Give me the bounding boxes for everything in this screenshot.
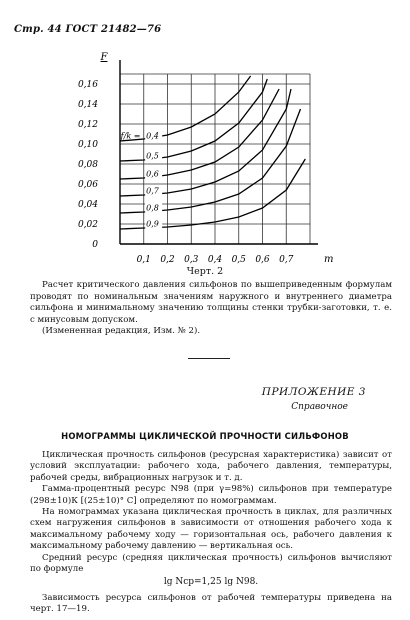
divider-line: [188, 358, 230, 359]
body-paragraph-3: На номограммах указана циклическая прочность в циклах, для различных схем нагружения сильфонов в зависимости от отношения рабочего хода к максимальному рабочему ходу — горизонтальная ось, рабочего давления к максимальному рабочему давлению — вертикальная ось.: [30, 507, 392, 552]
curve-label-prefix: f/k =: [120, 131, 141, 141]
y-axis-label: F: [100, 52, 108, 63]
curve-0-7: [120, 89, 291, 196]
x-tick-label-5: 0,6: [255, 255, 270, 265]
appendix-title: ПРИЛОЖЕНИЕ 3: [261, 386, 366, 398]
x-tick-label-4: 0,5: [231, 255, 246, 265]
x-tick-label-0: 0,1: [136, 255, 151, 265]
y-tick-label-8: 0,16: [77, 80, 98, 90]
appendix-subtitle: Справочное: [291, 402, 348, 412]
body-paragraph-2: Гамма-процентный ресурс N98 (при γ=98%) сильфонов при температуре (298±10)К [(25±10)° С] определяют по номограммам.: [30, 484, 392, 506]
curve-label-0-5: 0,5: [146, 151, 159, 161]
y-tick-label-2: 0,04: [77, 200, 98, 210]
chart-svg: [0, 48, 410, 274]
curve-0-8: [120, 109, 301, 213]
x-tick-label-3: 0,4: [207, 255, 223, 265]
chart-container: [0, 48, 410, 274]
y-tick-label-3: 0,06: [77, 180, 98, 190]
x-tick-label-6: 0,7: [279, 255, 294, 265]
curve-label-0-4: 0,4: [146, 131, 159, 141]
paragraph-revision-note: (Измененная редакция, Изм. № 2).: [42, 326, 201, 336]
curve-0-5: [120, 79, 267, 161]
paragraph-critical-pressure: Расчет критического давления сильфонов по вышеприведенным формулам проводят по номинальным значениям наружного и внутреннего диаметра сильфона и минимальному значению толщины стенки трубки-заготовки, т. е. с минусовым допуском.: [30, 280, 392, 325]
x-tick-label-1: 0,2: [160, 255, 175, 265]
x-axis-label: m: [324, 254, 334, 265]
section-title: НОМОГРАММЫ ЦИКЛИЧЕСКОЙ ПРОЧНОСТИ СИЛЬФОНОВ: [61, 431, 349, 441]
y-tick-label-1: 0,02: [77, 220, 98, 230]
y-tick-label-7: 0,14: [77, 100, 98, 110]
body-paragraph-1: Циклическая прочность сильфонов (ресурсная характеристика) зависит от условий эксплуатации: рабочего хода, рабочего давления, температуры, рабочей среды, вибрационных нагрузок и т. д.: [30, 450, 392, 483]
y-tick-label-4: 0,08: [77, 160, 98, 170]
curve-label-0-7: 0,7: [146, 186, 159, 196]
curve-label-0-6: 0,6: [146, 169, 159, 179]
curve-label-0-8: 0,8: [146, 203, 159, 213]
y-tick-label-0: 0: [92, 240, 98, 250]
body-paragraph-5: Зависимость ресурса сильфонов от рабочей температуры приведена на черт. 17—19.: [30, 592, 392, 615]
body-paragraph-4: Средний ресурс (средняя циклическая прочность) сильфонов вычисляют по формуле: [30, 552, 392, 575]
figure-caption: Черт. 2: [186, 266, 224, 277]
x-tick-label-2: 0,3: [184, 255, 199, 265]
page-header: Стр. 44 ГОСТ 21482—76: [14, 24, 162, 35]
formula: lg Nср=1,25 lg N98.: [163, 577, 259, 588]
curve-label-0-9: 0,9: [146, 219, 159, 229]
section-body: [30, 450, 392, 616]
y-tick-label-5: 0,10: [77, 140, 98, 150]
y-tick-label-6: 0,12: [77, 120, 98, 130]
